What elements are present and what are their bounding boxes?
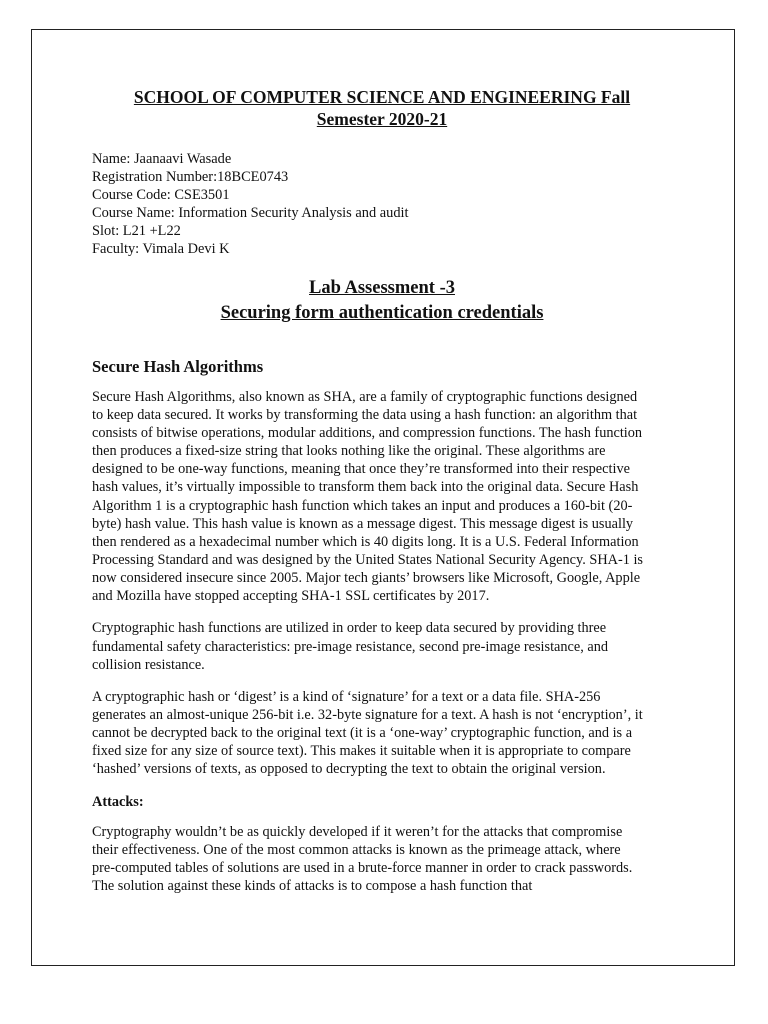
section-heading: Secure Hash Algorithms bbox=[92, 357, 264, 376]
course-name: Course Name: Information Security Analysis and audit bbox=[92, 205, 409, 221]
paragraph-attacks: Cryptography wouldn’t be as quickly developed if it weren’t for the attacks that compromise their effectiveness. One of the most common attacks is known as the primeage attack, where pre-computed tables of solutions are used in a brute-force manner in order to crack passwords. The solution against these kinds of attacks is to compose a hash function that bbox=[92, 823, 633, 895]
registration-number: Registration Number:18BCE0743 bbox=[92, 169, 289, 185]
student-name: Name: Jaanaavi Wasade bbox=[92, 151, 232, 167]
faculty: Faculty: Vimala Devi K bbox=[92, 241, 230, 257]
student-info bbox=[92, 150, 672, 258]
lab-title bbox=[92, 276, 672, 326]
paragraph-safety-characteristics: Cryptographic hash functions are utilized in order to keep data secured by providing three fundamental safety characteristics: pre-image resistance, second pre-image resistance, and collision resistance. bbox=[92, 620, 609, 673]
course-code: Course Code: CSE3501 bbox=[92, 187, 230, 203]
lab-assessment-title: Lab Assessment -3 bbox=[309, 278, 455, 298]
school-heading-line2: Semester 2020-21 bbox=[316, 109, 448, 129]
school-heading-line1: SCHOOL OF COMPUTER SCIENCE AND ENGINEERING Fall bbox=[133, 87, 631, 107]
attacks-heading: Attacks: bbox=[92, 793, 144, 810]
lab-subtitle: Securing form authentication credentials bbox=[220, 303, 544, 323]
paragraph-sha-overview: Secure Hash Algorithms, also known as SHA, are a family of cryptographic functions designed to keep data secured. It works by transforming the data using a hash function: an algorithm that consists of bitwise operations, modular additions, and compression functions. The hash function then produces a fixed-size string that looks nothing like the original. These algorithms are designed to be one-way functions, meaning that once they’re transformed into their respective hash values, it’s virtually impossible to transform them back into the original data. Secure Hash Algorithm 1 is a cryptographic hash function which takes an input and produces a 160-bit (20-byte) hash value. This hash value is known as a message digest. This message digest is usually then rendered as a hexadecimal number which is 40 digits long. It is a U.S. Federal Information Processing Standard and was designed by the United States National Security Agency. SHA-1 is now considered insecure since 2005. Major tech giants’ browsers like Microsoft, Google, Apple and Mozilla have stopped accepting SHA-1 SSL certificates by 2017. bbox=[92, 389, 643, 605]
document-body bbox=[92, 86, 672, 909]
paragraph-digest: A cryptographic hash or ‘digest’ is a kind of ‘signature’ for a text or a data file. SHA-256 generates an almost-unique 256-bit i.e. 32-byte signature for a text. A hash is not ‘encryption’, it cannot be decrypted back to the original text (it is a ‘one-way’ cryptographic function, and is a fixed size for any size of source text). This makes it suitable when it is appropriate to compare ‘hashed’ versions of texts, as opposed to decrypting the text to obtain the original version. bbox=[92, 689, 643, 778]
slot: Slot: L21 +L22 bbox=[92, 223, 181, 239]
school-heading bbox=[92, 86, 672, 130]
